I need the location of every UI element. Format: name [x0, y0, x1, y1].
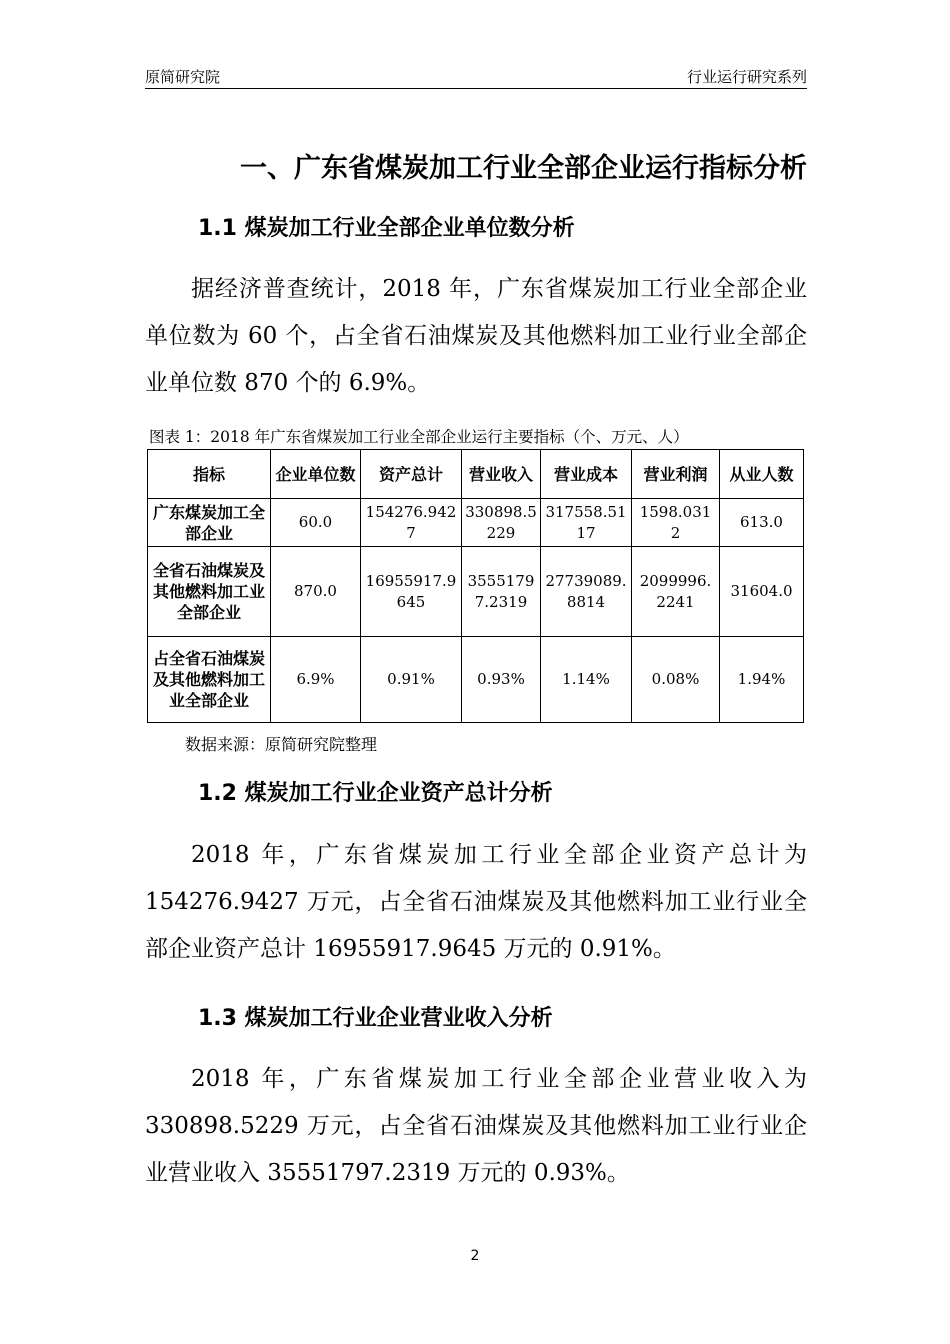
paragraph-1-3: 2018 年，广东省煤炭加工行业全部企业营业收入为 330898.5229 万元，占全省石油煤炭及其他燃料加工业行业企业营业收入 35551797.2319 万元的 0.93%。	[145, 1066, 807, 1186]
page-number: 2	[470, 1248, 480, 1264]
header-cell-profit: 营业利润	[632, 450, 720, 499]
header-cell-cost: 营业成本	[541, 450, 632, 499]
table-row	[148, 547, 804, 637]
heading-1-1: 1.1 煤炭加工行业全部企业单位数分析	[198, 216, 575, 241]
table-cell: 35551797.2319	[462, 547, 541, 637]
table-caption: 图表 1：2018 年广东省煤炭加工行业全部企业运行主要指标（个、万元、人）	[149, 428, 689, 446]
table-cell: 31604.0	[720, 547, 804, 637]
table-row	[148, 499, 804, 547]
row-label: 占全省石油煤炭及其他燃料加工业全部企业	[148, 637, 271, 723]
table-cell: 27739089.8814	[541, 547, 632, 637]
header-cell-revenue: 营业收入	[462, 450, 541, 499]
table-cell: 1598.0312	[632, 499, 720, 547]
table-row	[148, 637, 804, 723]
table-cell: 1.94%	[720, 637, 804, 723]
table-cell: 6.9%	[271, 637, 361, 723]
table-cell: 613.0	[720, 499, 804, 547]
header-cell-assets: 资产总计	[361, 450, 462, 499]
table-cell: 1.14%	[541, 637, 632, 723]
section-title: 一、广东省煤炭加工行业全部企业运行指标分析	[240, 153, 807, 184]
row-label: 广东煤炭加工全部企业	[148, 499, 271, 547]
header-cell-indicator: 指标	[148, 450, 271, 499]
table-cell: 870.0	[271, 547, 361, 637]
table-cell: 16955917.9645	[361, 547, 462, 637]
indicator-table	[147, 449, 804, 723]
table-cell: 0.91%	[361, 637, 462, 723]
header-series-name: 行业运行研究系列	[686, 68, 807, 86]
table-cell: 2099996.2241	[632, 547, 720, 637]
paragraph-1-1: 据经济普查统计，2018 年，广东省煤炭加工行业全部企业单位数为 60 个，占全省石油煤炭及其他燃料加工业行业全部企业单位数 870 个的 6.9%。	[145, 276, 807, 396]
header-cell-employees: 从业人数	[720, 450, 804, 499]
table-cell: 317558.5117	[541, 499, 632, 547]
heading-1-2: 1.2 煤炭加工行业企业资产总计分析	[198, 781, 553, 806]
header-org-name: 原简研究院	[145, 68, 221, 86]
table-cell: 330898.5229	[462, 499, 541, 547]
header-cell-units: 企业单位数	[271, 450, 361, 499]
table-cell: 154276.9427	[361, 499, 462, 547]
table-header-row	[148, 450, 804, 499]
table-cell: 60.0	[271, 499, 361, 547]
table-cell: 0.93%	[462, 637, 541, 723]
row-label: 全省石油煤炭及其他燃料加工业全部企业	[148, 547, 271, 637]
paragraph-1-2: 2018 年，广东省煤炭加工行业全部企业资产总计为 154276.9427 万元，占全省石油煤炭及其他燃料加工业行业全部企业资产总计 16955917.9645 万元的 0.91%。	[145, 842, 807, 962]
heading-1-3: 1.3 煤炭加工行业企业营业收入分析	[198, 1006, 553, 1031]
table-source: 数据来源：原简研究院整理	[185, 735, 378, 754]
page-header	[145, 58, 807, 89]
table-cell: 0.08%	[632, 637, 720, 723]
